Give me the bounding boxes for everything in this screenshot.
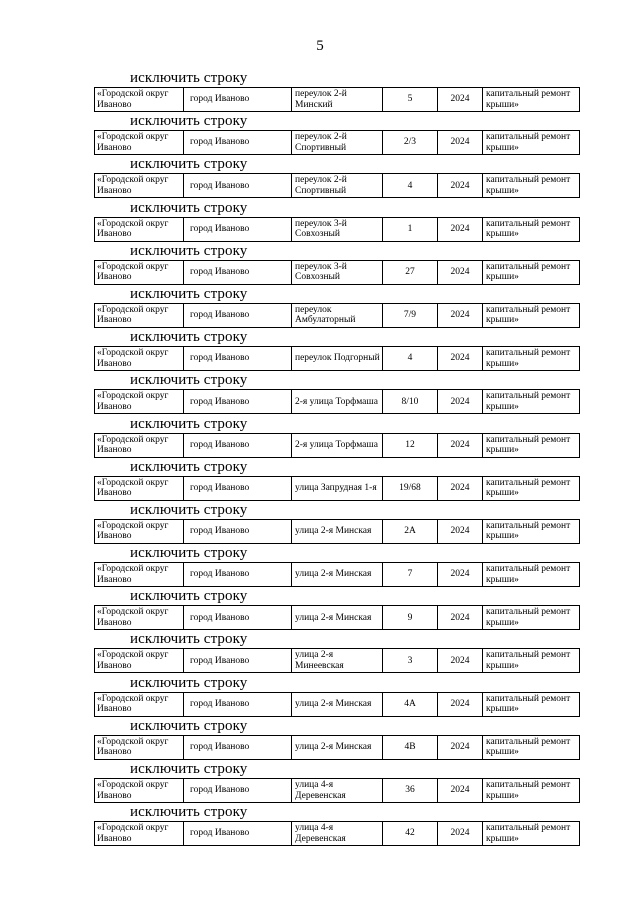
table-row — [94, 648, 580, 673]
year-cell-text: 2024 — [450, 785, 470, 796]
exclude-row-instruction: исключить строку — [130, 372, 248, 389]
municipality-cell-text: «Городской округ Иваново — [97, 89, 169, 110]
city-cell-text: город Иваново — [190, 310, 250, 321]
work-type-cell-text: капитальный ремонт крыши» — [486, 218, 571, 240]
street-cell-text: улица 4-я Деревенская — [295, 780, 346, 801]
work-type-cell — [483, 434, 580, 457]
year-cell — [438, 434, 483, 457]
year-cell-text: 2024 — [450, 482, 470, 493]
exclude-row-instruction: исключить строку — [130, 588, 248, 605]
house-number-cell-text: 4А — [404, 698, 416, 709]
house-number-cell-text: 12 — [405, 439, 415, 450]
city-cell-text: город Иваново — [190, 94, 250, 105]
municipality-cell-text: «Городской округ Иваново — [97, 434, 169, 455]
municipality-cell-text: «Городской округ Иваново — [97, 175, 169, 196]
street-cell-text: улица 4-я Деревенская — [295, 823, 346, 844]
street-cell-text: переулок 2-й Минский — [295, 89, 347, 110]
house-number-cell-text: 7 — [407, 569, 413, 580]
work-type-cell — [483, 693, 580, 716]
city-cell — [184, 88, 292, 111]
work-type-cell — [483, 390, 580, 413]
exclude-row-instruction: исключить строку — [130, 113, 248, 130]
year-cell — [438, 477, 483, 500]
house-number-cell — [383, 477, 438, 500]
city-cell — [184, 261, 292, 284]
municipality-cell — [95, 736, 184, 759]
amendment-block — [0, 761, 640, 804]
street-cell-text: улица 2-я Минская — [295, 526, 372, 537]
house-number-cell-text: 4 — [407, 180, 413, 191]
street-cell — [292, 131, 383, 154]
exclude-row-instruction: исключить строку — [130, 761, 248, 777]
table-row — [94, 173, 580, 198]
exclude-row-instruction: исключить строку — [130, 156, 248, 173]
house-number-cell-text: 9 — [407, 612, 413, 623]
work-type-cell — [483, 736, 580, 759]
work-type-cell-text: капитальный ремонт крыши» — [486, 132, 571, 153]
street-cell — [292, 477, 383, 500]
work-type-cell-text: капитальный ремонт крыши» — [486, 650, 571, 671]
city-cell-text: город Иваново — [190, 267, 250, 277]
street-cell — [292, 261, 383, 284]
city-cell-text: город Иваново — [190, 482, 250, 493]
work-type-cell-text: капитальный ремонт крыши» — [486, 391, 571, 412]
year-cell-text: 2024 — [450, 180, 470, 191]
street-cell-text: 2-я улица Торфмаша — [295, 396, 378, 407]
work-type-cell-text: капитальный ремонт крыши» — [486, 304, 571, 326]
house-number-cell-text: 42 — [405, 828, 415, 839]
house-number-cell-text: 4В — [404, 742, 416, 753]
house-number-cell-text: 36 — [405, 785, 415, 796]
year-cell-text: 2024 — [450, 569, 470, 580]
work-type-cell — [483, 88, 580, 111]
street-cell-text: улица 2-я Минская — [295, 612, 372, 623]
year-cell — [438, 304, 483, 327]
street-cell — [292, 218, 383, 241]
house-number-cell — [383, 261, 438, 284]
street-cell — [292, 693, 383, 716]
street-cell-text: улица 2-я Минская — [295, 698, 372, 709]
municipality-cell-text: «Городской округ Иваново — [97, 650, 169, 671]
municipality-cell-text: «Городской округ Иваново — [97, 823, 169, 844]
exclude-row-instruction: исключить строку — [130, 199, 248, 216]
street-cell-text: переулок 3-й Совхозный — [295, 218, 347, 240]
municipality-cell — [95, 174, 184, 197]
city-cell-text: город Иваново — [190, 698, 250, 709]
table-row — [94, 260, 580, 285]
city-cell — [184, 218, 292, 241]
amendment-block — [0, 243, 640, 286]
exclude-row-instruction: исключить строку — [130, 631, 248, 648]
exclude-row-instruction: исключить строку — [130, 717, 248, 734]
city-cell — [184, 434, 292, 457]
amendment-block — [0, 675, 640, 718]
municipality-cell-text: «Городской округ Иваново — [97, 304, 169, 326]
street-cell — [292, 304, 383, 327]
city-cell-text: город Иваново — [190, 180, 250, 191]
municipality-cell-text: «Городской округ Иваново — [97, 520, 169, 542]
house-number-cell — [383, 434, 438, 457]
street-cell-text: переулок Подгорный — [295, 353, 380, 364]
year-cell-text: 2024 — [450, 353, 470, 364]
amendment-block — [0, 718, 640, 761]
table-row — [94, 433, 580, 458]
year-cell — [438, 131, 483, 154]
house-number-cell-text: 5 — [407, 94, 413, 105]
city-cell — [184, 131, 292, 154]
work-type-cell — [483, 174, 580, 197]
amendment-list — [0, 70, 640, 847]
municipality-cell-text: «Городской округ Иваново — [97, 261, 169, 283]
year-cell-text: 2024 — [450, 223, 470, 234]
work-type-cell-text: капитальный ремонт крыши» — [486, 175, 571, 196]
year-cell-text: 2024 — [450, 698, 470, 709]
work-type-cell — [483, 218, 580, 241]
work-type-cell-text: капитальный ремонт крыши» — [486, 564, 571, 585]
year-cell-text: 2024 — [450, 612, 470, 623]
municipality-cell-text: «Городской округ Иваново — [97, 693, 169, 715]
exclude-row-instruction: исключить строку — [130, 545, 248, 562]
amendment-block — [0, 545, 640, 588]
work-type-cell — [483, 606, 580, 629]
municipality-cell-text: «Городской округ Иваново — [97, 607, 169, 628]
city-cell-text: город Иваново — [190, 137, 250, 148]
work-type-cell — [483, 649, 580, 672]
municipality-cell — [95, 434, 184, 457]
street-cell — [292, 822, 383, 845]
street-cell-text: улица 2-я Минская — [295, 742, 372, 753]
street-cell-text: улица Запрудная 1-я — [295, 482, 377, 493]
municipality-cell-text: «Городской округ Иваново — [97, 477, 169, 499]
table-row — [94, 562, 580, 587]
house-number-cell-text: 8/10 — [401, 396, 419, 407]
city-cell-text: город Иваново — [190, 396, 250, 407]
table-row — [94, 87, 580, 112]
year-cell — [438, 606, 483, 629]
work-type-cell — [483, 563, 580, 586]
city-cell — [184, 347, 292, 370]
city-cell-text: город Иваново — [190, 785, 250, 796]
municipality-cell — [95, 779, 184, 802]
year-cell — [438, 649, 483, 672]
municipality-cell — [95, 563, 184, 586]
table-row — [94, 217, 580, 242]
street-cell-text: улица 2-я Минеевская — [295, 650, 344, 671]
municipality-cell — [95, 693, 184, 716]
year-cell-text: 2024 — [450, 828, 470, 839]
city-cell — [184, 779, 292, 802]
city-cell — [184, 606, 292, 629]
year-cell-text: 2024 — [450, 94, 470, 105]
amendment-block — [0, 588, 640, 631]
amendment-block — [0, 113, 640, 156]
amendment-block — [0, 286, 640, 329]
year-cell — [438, 779, 483, 802]
municipality-cell — [95, 520, 184, 543]
year-cell-text: 2024 — [450, 655, 470, 666]
city-cell-text: город Иваново — [190, 828, 250, 839]
street-cell — [292, 347, 383, 370]
house-number-cell — [383, 736, 438, 759]
year-cell-text: 2024 — [450, 396, 470, 407]
exclude-row-instruction: исключить строку — [130, 70, 248, 86]
house-number-cell — [383, 520, 438, 543]
work-type-cell — [483, 304, 580, 327]
city-cell — [184, 477, 292, 500]
city-cell — [184, 390, 292, 413]
municipality-cell — [95, 261, 184, 284]
municipality-cell — [95, 347, 184, 370]
amendment-block — [0, 416, 640, 459]
year-cell — [438, 218, 483, 241]
city-cell-text: город Иваново — [190, 742, 250, 753]
table-row — [94, 130, 580, 155]
work-type-cell-text: капитальный ремонт крыши» — [486, 434, 571, 455]
street-cell-text: улица 2-я Минская — [295, 569, 372, 580]
amendment-block — [0, 459, 640, 502]
work-type-cell — [483, 822, 580, 845]
table-row — [94, 735, 580, 760]
city-cell — [184, 563, 292, 586]
street-cell-text: переулок 2-й Спортивный — [295, 175, 347, 196]
year-cell — [438, 693, 483, 716]
house-number-cell-text: 3 — [407, 655, 413, 666]
work-type-cell — [483, 261, 580, 284]
street-cell — [292, 390, 383, 413]
year-cell-text: 2024 — [450, 267, 470, 277]
city-cell-text: город Иваново — [190, 612, 250, 623]
city-cell-text: город Иваново — [190, 569, 250, 580]
work-type-cell-text: капитальный ремонт крыши» — [486, 89, 571, 110]
exclude-row-instruction: исключить строку — [130, 285, 248, 302]
house-number-cell — [383, 606, 438, 629]
year-cell-text: 2024 — [450, 526, 470, 537]
work-type-cell-text: капитальный ремонт крыши» — [486, 607, 571, 628]
year-cell-text: 2024 — [450, 137, 470, 148]
street-cell-text: переулок 3-й Совхозный — [295, 261, 347, 283]
year-cell — [438, 520, 483, 543]
exclude-row-instruction: исключить строку — [130, 242, 248, 259]
work-type-cell-text: капитальный ремонт крыши» — [486, 520, 571, 542]
house-number-cell-text: 1 — [407, 223, 413, 234]
amendment-block — [0, 329, 640, 372]
amendment-block — [0, 631, 640, 674]
work-type-cell — [483, 477, 580, 500]
work-type-cell-text: капитальный ремонт крыши» — [486, 780, 571, 801]
municipality-cell — [95, 131, 184, 154]
table-row — [94, 476, 580, 501]
street-cell — [292, 606, 383, 629]
work-type-cell-text: капитальный ремонт крыши» — [486, 261, 571, 283]
page-number: 5 — [316, 38, 324, 54]
street-cell — [292, 649, 383, 672]
work-type-cell — [483, 520, 580, 543]
municipality-cell-text: «Городской округ Иваново — [97, 564, 169, 585]
city-cell-text: город Иваново — [190, 526, 250, 537]
work-type-cell-text: капитальный ремонт крыши» — [486, 477, 571, 499]
amendment-block — [0, 372, 640, 415]
city-cell — [184, 174, 292, 197]
year-cell-text: 2024 — [450, 742, 470, 753]
municipality-cell — [95, 390, 184, 413]
city-cell — [184, 736, 292, 759]
street-cell — [292, 434, 383, 457]
street-cell — [292, 88, 383, 111]
exclude-row-instruction: исключить строку — [130, 501, 248, 518]
municipality-cell — [95, 649, 184, 672]
city-cell — [184, 822, 292, 845]
work-type-cell-text: капитальный ремонт крыши» — [486, 693, 571, 715]
house-number-cell — [383, 563, 438, 586]
house-number-cell — [383, 822, 438, 845]
municipality-cell — [95, 477, 184, 500]
exclude-row-instruction: исключить строку — [130, 415, 248, 432]
exclude-row-instruction: исключить строку — [130, 804, 248, 821]
house-number-cell — [383, 779, 438, 802]
house-number-cell-text: 2/3 — [403, 137, 417, 148]
house-number-cell-text: 2А — [404, 526, 416, 537]
municipality-cell — [95, 304, 184, 327]
house-number-cell — [383, 649, 438, 672]
street-cell — [292, 520, 383, 543]
municipality-cell-text: «Городской округ Иваново — [97, 348, 169, 369]
amendment-block — [0, 502, 640, 545]
house-number-cell-text: 4 — [407, 353, 413, 364]
city-cell — [184, 693, 292, 716]
table-row — [94, 692, 580, 717]
street-cell — [292, 563, 383, 586]
street-cell-text: переулок 2-й Спортивный — [295, 132, 347, 153]
street-cell-text: переулок Амбулаторный — [295, 304, 356, 326]
year-cell — [438, 261, 483, 284]
year-cell-text: 2024 — [450, 310, 470, 321]
municipality-cell — [95, 88, 184, 111]
year-cell — [438, 563, 483, 586]
exclude-row-instruction: исключить строку — [130, 458, 248, 475]
city-cell-text: город Иваново — [190, 223, 250, 234]
year-cell — [438, 736, 483, 759]
municipality-cell — [95, 606, 184, 629]
year-cell — [438, 174, 483, 197]
house-number-cell-text: 7/9 — [403, 310, 417, 321]
street-cell-text: 2-я улица Торфмаша — [295, 439, 378, 450]
city-cell-text: город Иваново — [190, 439, 250, 450]
municipality-cell-text: «Городской округ Иваново — [97, 132, 169, 153]
city-cell-text: город Иваново — [190, 353, 250, 364]
year-cell — [438, 822, 483, 845]
municipality-cell — [95, 218, 184, 241]
table-row — [94, 389, 580, 414]
year-cell — [438, 390, 483, 413]
city-cell — [184, 520, 292, 543]
house-number-cell-text: 27 — [405, 267, 415, 277]
table-row — [94, 778, 580, 803]
work-type-cell — [483, 779, 580, 802]
municipality-cell-text: «Городской округ Иваново — [97, 218, 169, 240]
work-type-cell — [483, 347, 580, 370]
street-cell — [292, 779, 383, 802]
table-row — [94, 303, 580, 328]
municipality-cell-text: «Городской округ Иваново — [97, 780, 169, 801]
work-type-cell-text: капитальный ремонт крыши» — [486, 823, 571, 844]
work-type-cell-text: капитальный ремонт крыши» — [486, 348, 571, 369]
municipality-cell-text: «Городской округ Иваново — [97, 391, 169, 412]
house-number-cell — [383, 390, 438, 413]
exclude-row-instruction: исключить строку — [130, 329, 248, 346]
year-cell-text: 2024 — [450, 439, 470, 450]
work-type-cell-text: капитальный ремонт крыши» — [486, 736, 571, 758]
year-cell — [438, 88, 483, 111]
amendment-block — [0, 70, 640, 113]
house-number-cell — [383, 218, 438, 241]
house-number-cell-text: 19/68 — [399, 482, 421, 493]
municipality-cell-text: «Городской округ Иваново — [97, 736, 169, 758]
house-number-cell — [383, 88, 438, 111]
house-number-cell — [383, 304, 438, 327]
city-cell-text: город Иваново — [190, 655, 250, 666]
municipality-cell — [95, 822, 184, 845]
city-cell — [184, 304, 292, 327]
street-cell — [292, 174, 383, 197]
exclude-row-instruction: исключить строку — [130, 674, 248, 691]
table-row — [94, 346, 580, 371]
house-number-cell — [383, 347, 438, 370]
table-row — [94, 605, 580, 630]
work-type-cell — [483, 131, 580, 154]
city-cell — [184, 649, 292, 672]
table-row — [94, 821, 580, 846]
table-row — [94, 519, 580, 544]
house-number-cell — [383, 174, 438, 197]
amendment-block — [0, 804, 640, 847]
year-cell — [438, 347, 483, 370]
house-number-cell — [383, 131, 438, 154]
street-cell — [292, 736, 383, 759]
house-number-cell — [383, 693, 438, 716]
amendment-block — [0, 156, 640, 199]
amendment-block — [0, 200, 640, 243]
